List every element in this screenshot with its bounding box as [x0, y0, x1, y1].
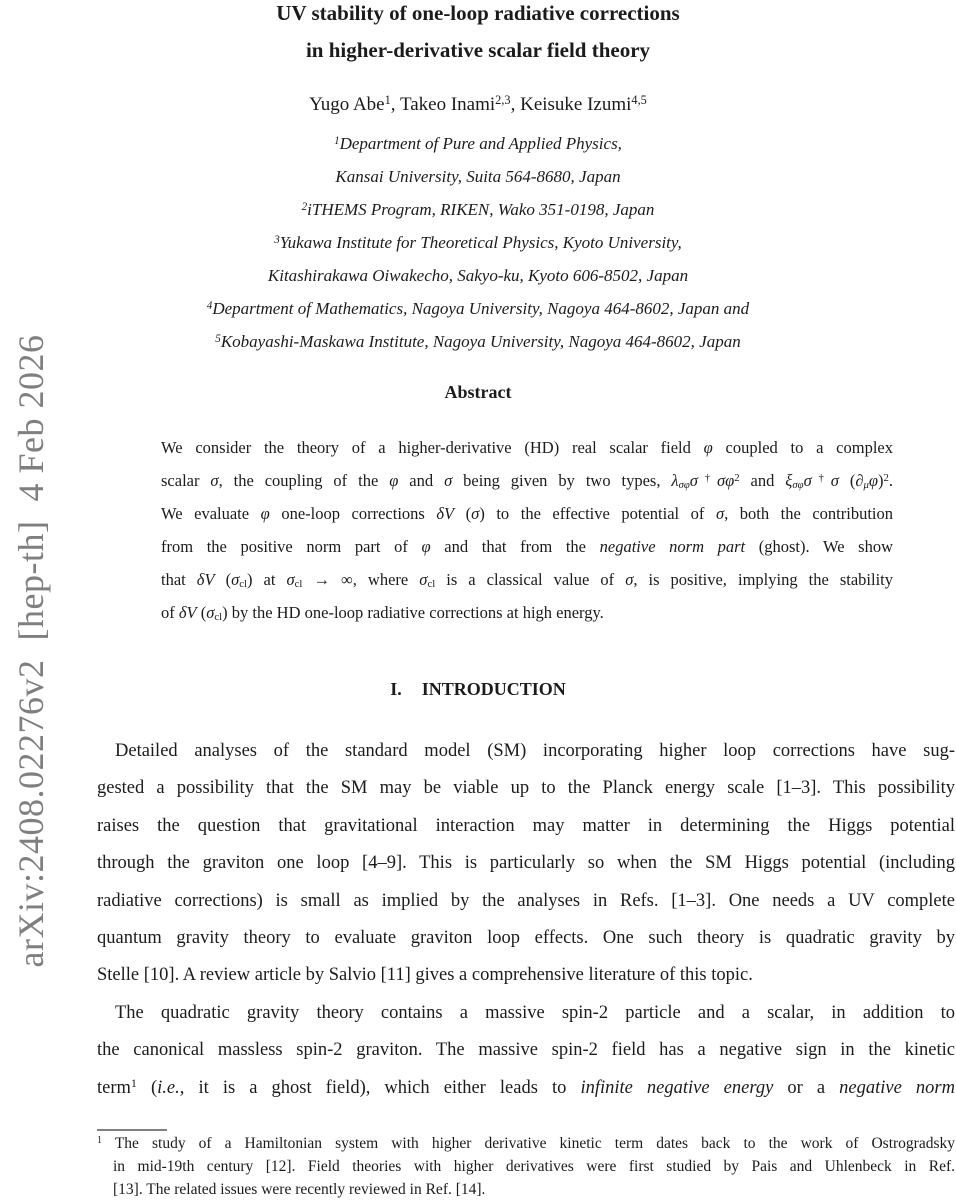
footnote-block [97, 1132, 955, 1200]
footnote-rule [97, 1129, 167, 1131]
footnote-line: in mid-19th century [12]. Field theories with higher derivatives were first studied by Pais and Uhlenbeck in Ref. [113, 1158, 955, 1176]
abstract-text [161, 431, 893, 629]
abstract-line: We consider the theory of a higher-derivative (HD) real scalar field φ coupled to a complex [161, 438, 893, 457]
body-line: gested a possibility that the SM may be viable up to the Planck energy scale [1–3]. This possibility [97, 778, 955, 799]
abstract-heading: Abstract [444, 382, 512, 402]
section-title: INTRODUCTION [421, 679, 566, 699]
section-number: I. [390, 679, 402, 699]
body-line: raises the question that gravitational interaction may matter in determining the Higgs potential [97, 815, 955, 836]
body-line: quantum gravity theory to evaluate graviton loop effects. One such theory is quadratic gravity by [97, 928, 955, 949]
affiliation-line: $^1$Department of Pure and Applied Physics, [334, 134, 622, 153]
body-line: radiative corrections) is small as implied by the analyses in Refs. [1–3]. One needs a UV complete [97, 890, 955, 911]
affiliation-line: Kansai University, Suita 564-8680, Japan [335, 167, 621, 186]
paper-title [0, 0, 956, 69]
authors-line: Yugo Abe$^1$, Takeo Inami$^{2,3}$, Keisuke Izumi$^{4,5}$ [309, 93, 647, 115]
affiliations-block [0, 127, 956, 358]
title-line-2: in higher-derivative scalar field theory [305, 38, 651, 62]
abstract-line: We evaluate φ one-loop corrections δV (σ) to the effective potential of σ, both the contribution [161, 504, 894, 523]
affiliation-line: Kitashirakawa Oiwakecho, Sakyo-ku, Kyoto 606-8502, Japan [267, 266, 689, 285]
body-line: The quadratic gravity theory contains a massive spin-2 particle and a scalar, in addition to [115, 1002, 955, 1023]
title-line-1: UV stability of one-loop radiative corrections [276, 1, 680, 25]
affiliation-line: $^4$Department of Mathematics, Nagoya University, Nagoya 464-8602, Japan and [206, 299, 750, 318]
body-line: Detailed analyses of the standard model (SM) incorporating higher loop corrections have sug- [115, 741, 955, 761]
section-heading-introduction [0, 679, 956, 700]
body-line: Stelle [10]. A review article by Salvio [11] gives a comprehensive literature of this topic. [97, 965, 753, 986]
body-line: term$^1$ (i.e., it is a ghost field), which either leads to infinite negative energy or a negative norm [97, 1076, 955, 1098]
introduction-body [97, 733, 955, 1107]
body-line: the canonical massless spin-2 graviton. The massive spin-2 field has a negative sign in the kinetic [97, 1040, 955, 1061]
footnote-line: $^1$ The study of a Hamiltonian system with higher derivative kinetic term dates back to the work of Ostrogradsky [97, 1135, 955, 1152]
abstract-line: of δV $(\sigma_{cl})$ by the HD one-loop radiative corrections at high energy. [161, 603, 604, 623]
abstract-line: scalar σ, the coupling of the φ and σ being given by two types, $\lambda_{\sigma\varphi}\sigma^\dagger\sigma\varphi^2$ and $\xi_{\sigma\varphi}\sigma^\dagger\sigma$ $(\partial_\mu\varphi)^2$. [161, 471, 894, 491]
body-line: through the graviton one loop [4–9]. This is particularly so when the SM Higgs potential (including [97, 853, 955, 874]
abstract-line: from the positive norm part of φ and that from the negative norm part (ghost). We show [161, 537, 894, 556]
footnote-line: [13]. The related issues were recently reviewed in Ref. [14]. [113, 1181, 486, 1199]
affiliation-line: $^5$Kobayashi-Maskawa Institute, Nagoya University, Nagoya 464-8602, Japan [215, 332, 741, 351]
arxiv-stamp: arXiv:2408.02276v2 [hep-th] 4 Feb 2026 [11, 334, 51, 968]
affiliation-line: $^3$Yukawa Institute for Theoretical Physics, Kyoto University, [274, 233, 682, 252]
affiliation-line: $^2$iTHEMS Program, RIKEN, Wako 351-0198, Japan [301, 200, 655, 219]
abstract-line: that δV $(\sigma_{cl})$ at $\sigma_{cl}$ → ∞, where $\sigma_{cl}$ is a classical value of σ, is positive, implying the stability [161, 570, 893, 590]
